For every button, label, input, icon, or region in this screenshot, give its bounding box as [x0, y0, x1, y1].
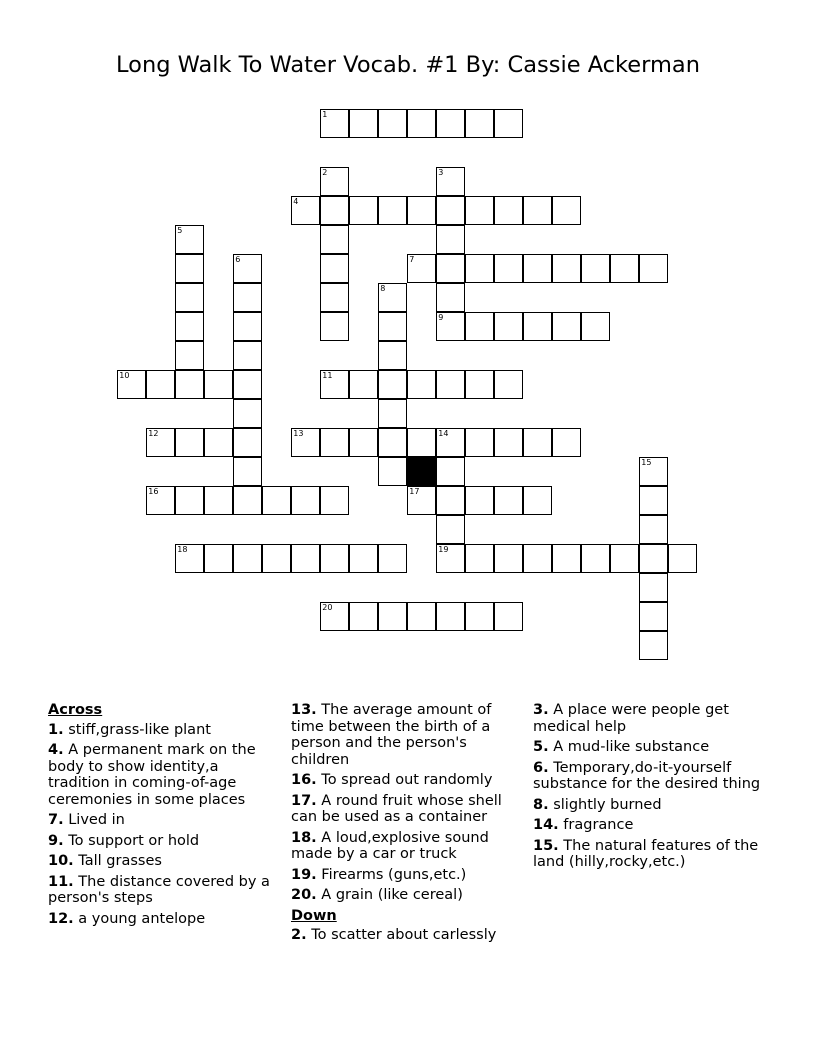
- clue-number: 20.: [291, 887, 317, 903]
- across-heading: Across: [48, 702, 103, 718]
- clue-column-1: [48, 702, 278, 931]
- grid-cell[interactable]: [291, 486, 320, 515]
- grid-cell[interactable]: [175, 370, 204, 399]
- grid-cell[interactable]: [117, 370, 146, 399]
- clue-number: 6.: [533, 759, 549, 776]
- grid-cell[interactable]: [320, 167, 349, 196]
- grid-cell[interactable]: [523, 428, 552, 457]
- across-clue: [48, 911, 278, 928]
- clue-number: 12.: [48, 910, 74, 927]
- clue-text: Lived in: [68, 812, 125, 828]
- grid-cell[interactable]: [668, 544, 697, 573]
- grid-cell[interactable]: [175, 254, 204, 283]
- clue-number: 3.: [533, 702, 549, 718]
- grid-cell[interactable]: [320, 225, 349, 254]
- grid-cell[interactable]: [465, 196, 494, 225]
- grid-cell[interactable]: [639, 544, 668, 573]
- clue-text: Tall grasses: [78, 853, 162, 869]
- grid-cell[interactable]: [436, 196, 465, 225]
- across-clue: [48, 874, 278, 907]
- grid-cell[interactable]: [436, 602, 465, 631]
- clue-text: A place were people get medical help: [533, 702, 729, 735]
- grid-cell[interactable]: [262, 486, 291, 515]
- cell-number: 7: [409, 255, 415, 265]
- grid-cell[interactable]: [436, 486, 465, 515]
- down-heading: Down: [291, 907, 337, 924]
- grid-cell[interactable]: [146, 370, 175, 399]
- grid-cell[interactable]: [233, 283, 262, 312]
- across-clue: [291, 887, 516, 904]
- grid-cell[interactable]: [407, 602, 436, 631]
- grid-cell[interactable]: [436, 283, 465, 312]
- grid-cell[interactable]: [378, 312, 407, 341]
- grid-cell[interactable]: [581, 312, 610, 341]
- grid-cell[interactable]: [465, 544, 494, 573]
- grid-cell[interactable]: [378, 457, 407, 486]
- cell-number: 16: [148, 487, 159, 497]
- clue-text: Temporary,do-it-yourself substance for the desired thing: [533, 759, 761, 792]
- grid-cell[interactable]: [233, 544, 262, 573]
- grid-cell[interactable]: [639, 486, 668, 515]
- grid-cell[interactable]: [378, 602, 407, 631]
- grid-cell[interactable]: [465, 370, 494, 399]
- grid-cell[interactable]: [378, 341, 407, 370]
- clue-column-3: [533, 702, 773, 875]
- grid-cell[interactable]: [320, 312, 349, 341]
- across-clue: [48, 812, 278, 829]
- across-clue: [291, 702, 516, 768]
- grid-cell[interactable]: [639, 602, 668, 631]
- grid-cell[interactable]: [175, 428, 204, 457]
- clue-text: A round fruit whose shell can be used as a container: [291, 792, 502, 825]
- grid-cell[interactable]: [378, 399, 407, 428]
- cell-number: 1: [322, 110, 328, 120]
- grid-cell[interactable]: [233, 486, 262, 515]
- grid-cell[interactable]: [465, 428, 494, 457]
- clue-text: A permanent mark on the body to show identity,a tradition in coming-of-age ceremonies in some places: [48, 742, 256, 808]
- clue-text: The natural features of the land (hilly,rocky,etc.): [533, 837, 759, 870]
- grid-cell[interactable]: [639, 631, 668, 660]
- grid-cell[interactable]: [494, 370, 523, 399]
- grid-cell[interactable]: [349, 428, 378, 457]
- clue-number: 18.: [291, 829, 317, 846]
- cell-number: 3: [438, 168, 444, 178]
- grid-cell[interactable]: [436, 544, 465, 573]
- grid-cell[interactable]: [204, 486, 233, 515]
- grid-cell[interactable]: [436, 254, 465, 283]
- clue-text: slightly burned: [553, 796, 662, 813]
- grid-cell[interactable]: [175, 486, 204, 515]
- cell-number: 15: [641, 458, 652, 468]
- grid-cell[interactable]: [610, 544, 639, 573]
- across-clue: [291, 772, 516, 789]
- grid-cell[interactable]: [494, 109, 523, 138]
- grid-cell[interactable]: [320, 544, 349, 573]
- clue-text: A mud-like substance: [553, 739, 710, 755]
- grid-cell[interactable]: [320, 109, 349, 138]
- cell-number: 14: [438, 429, 449, 439]
- grid-cell[interactable]: [378, 283, 407, 312]
- grid-cell[interactable]: [465, 254, 494, 283]
- grid-cell[interactable]: [407, 486, 436, 515]
- cell-number: 19: [438, 545, 449, 555]
- grid-cell[interactable]: [378, 109, 407, 138]
- cell-number: 11: [322, 371, 333, 381]
- black-cell: [407, 457, 436, 486]
- grid-cell[interactable]: [378, 370, 407, 399]
- clue-text: A grain (like cereal): [321, 887, 463, 903]
- grid-cell[interactable]: [349, 370, 378, 399]
- grid-cell[interactable]: [320, 196, 349, 225]
- grid-cell[interactable]: [233, 312, 262, 341]
- grid-cell[interactable]: [233, 457, 262, 486]
- grid-cell[interactable]: [407, 196, 436, 225]
- clue-column-2: [291, 702, 516, 948]
- grid-cell[interactable]: [639, 573, 668, 602]
- across-clue: [48, 722, 278, 739]
- clue-number: 4.: [48, 742, 64, 758]
- grid-cell[interactable]: [465, 602, 494, 631]
- grid-cell[interactable]: [146, 486, 175, 515]
- cell-number: 4: [293, 197, 299, 207]
- grid-cell[interactable]: [523, 254, 552, 283]
- grid-cell[interactable]: [320, 486, 349, 515]
- cell-number: 18: [177, 545, 188, 555]
- grid-cell[interactable]: [465, 312, 494, 341]
- across-clue: [291, 867, 516, 884]
- grid-cell[interactable]: [552, 428, 581, 457]
- grid-cell[interactable]: [320, 602, 349, 631]
- clue-number: 14.: [533, 817, 559, 833]
- grid-cell[interactable]: [407, 428, 436, 457]
- grid-cell[interactable]: [465, 486, 494, 515]
- down-clue: [533, 817, 773, 834]
- across-clue: [291, 830, 516, 863]
- grid-cell[interactable]: [175, 283, 204, 312]
- grid-cell[interactable]: [378, 428, 407, 457]
- clue-number: 2.: [291, 927, 307, 943]
- grid-cell[interactable]: [523, 486, 552, 515]
- clue-number: 15.: [533, 837, 559, 854]
- grid-cell[interactable]: [639, 457, 668, 486]
- cell-number: 9: [438, 313, 444, 323]
- grid-cell[interactable]: [436, 515, 465, 544]
- clue-number: 11.: [48, 873, 74, 890]
- cell-number: 20: [322, 603, 333, 613]
- grid-cell[interactable]: [320, 428, 349, 457]
- down-clue: [533, 760, 773, 793]
- grid-cell[interactable]: [233, 428, 262, 457]
- clue-text: To spread out randomly: [321, 772, 493, 788]
- grid-cell[interactable]: [262, 544, 291, 573]
- grid-cell[interactable]: [552, 196, 581, 225]
- grid-cell[interactable]: [523, 312, 552, 341]
- grid-cell[interactable]: [610, 254, 639, 283]
- clue-number: 13.: [291, 702, 317, 718]
- clue-text: The distance covered by a person's steps: [48, 873, 270, 906]
- clue-text: The average amount of time between the birth of a person and the person's children: [291, 702, 492, 768]
- clue-number: 1.: [48, 721, 64, 738]
- grid-cell[interactable]: [494, 312, 523, 341]
- grid-cell[interactable]: [436, 370, 465, 399]
- grid-cell[interactable]: [494, 254, 523, 283]
- cell-number: 13: [293, 429, 304, 439]
- grid-cell[interactable]: [378, 544, 407, 573]
- grid-cell[interactable]: [639, 515, 668, 544]
- grid-cell[interactable]: [291, 544, 320, 573]
- grid-cell[interactable]: [523, 196, 552, 225]
- grid-cell[interactable]: [233, 254, 262, 283]
- down-clue: [533, 797, 773, 814]
- grid-cell[interactable]: [291, 196, 320, 225]
- grid-cell[interactable]: [349, 602, 378, 631]
- grid-cell[interactable]: [436, 428, 465, 457]
- clue-number: 9.: [48, 832, 64, 849]
- grid-cell[interactable]: [204, 544, 233, 573]
- page-title: Long Walk To Water Vocab. #1 By: Cassie Ackerman: [116, 52, 700, 78]
- cell-number: 12: [148, 429, 159, 439]
- clue-number: 16.: [291, 772, 317, 788]
- grid-cell[interactable]: [233, 370, 262, 399]
- grid-cell[interactable]: [204, 428, 233, 457]
- cell-number: 6: [235, 255, 241, 265]
- cell-number: 8: [380, 284, 386, 294]
- grid-cell[interactable]: [494, 544, 523, 573]
- clue-text: fragrance: [563, 817, 634, 833]
- grid-cell[interactable]: [436, 312, 465, 341]
- clue-text: To scatter about carlessly: [311, 927, 497, 943]
- grid-cell[interactable]: [349, 196, 378, 225]
- clue-number: 17.: [291, 792, 317, 809]
- grid-cell[interactable]: [494, 196, 523, 225]
- grid-cell[interactable]: [407, 370, 436, 399]
- grid-cell[interactable]: [320, 370, 349, 399]
- down-clue: [533, 838, 773, 871]
- clue-text: A loud,explosive sound made by a car or truck: [291, 829, 489, 862]
- grid-cell[interactable]: [204, 370, 233, 399]
- clue-text: a young antelope: [78, 910, 206, 927]
- clue-number: 8.: [533, 796, 549, 813]
- grid-cell[interactable]: [436, 109, 465, 138]
- cell-number: 10: [119, 371, 130, 381]
- grid-cell[interactable]: [175, 312, 204, 341]
- grid-cell[interactable]: [407, 109, 436, 138]
- grid-cell[interactable]: [175, 225, 204, 254]
- grid-cell[interactable]: [581, 254, 610, 283]
- grid-cell[interactable]: [552, 254, 581, 283]
- grid-cell[interactable]: [320, 254, 349, 283]
- grid-cell[interactable]: [436, 457, 465, 486]
- grid-cell[interactable]: [552, 312, 581, 341]
- clue-number: 7.: [48, 812, 64, 828]
- grid-cell[interactable]: [233, 399, 262, 428]
- across-clue: [291, 793, 516, 826]
- down-clue: [533, 739, 773, 756]
- clue-number: 10.: [48, 853, 74, 869]
- down-clue: [291, 927, 516, 944]
- down-clue: [533, 702, 773, 735]
- grid-cell[interactable]: [291, 428, 320, 457]
- grid-cell[interactable]: [320, 283, 349, 312]
- grid-cell[interactable]: [378, 196, 407, 225]
- grid-cell[interactable]: [523, 544, 552, 573]
- grid-cell[interactable]: [407, 254, 436, 283]
- grid-cell[interactable]: [175, 544, 204, 573]
- grid-cell[interactable]: [175, 341, 204, 370]
- clue-text: Firearms (guns,etc.): [321, 866, 467, 883]
- grid-cell[interactable]: [494, 428, 523, 457]
- grid-cell[interactable]: [146, 428, 175, 457]
- cell-number: 17: [409, 487, 420, 497]
- grid-cell[interactable]: [494, 602, 523, 631]
- grid-cell[interactable]: [233, 341, 262, 370]
- grid-cell[interactable]: [436, 167, 465, 196]
- cell-number: 2: [322, 168, 328, 178]
- grid-cell[interactable]: [552, 544, 581, 573]
- grid-cell[interactable]: [465, 109, 494, 138]
- cell-number: 5: [177, 226, 183, 236]
- grid-cell[interactable]: [581, 544, 610, 573]
- across-clue: [48, 742, 278, 808]
- clue-text: stiff,grass-like plant: [68, 721, 211, 738]
- clue-number: 5.: [533, 739, 549, 755]
- clue-number: 19.: [291, 866, 317, 883]
- grid-cell[interactable]: [436, 225, 465, 254]
- clue-text: To support or hold: [68, 832, 200, 849]
- grid-cell[interactable]: [349, 109, 378, 138]
- grid-cell[interactable]: [349, 544, 378, 573]
- grid-cell[interactable]: [494, 486, 523, 515]
- across-clue: [48, 833, 278, 850]
- grid-cell[interactable]: [639, 254, 668, 283]
- across-clue: [48, 853, 278, 870]
